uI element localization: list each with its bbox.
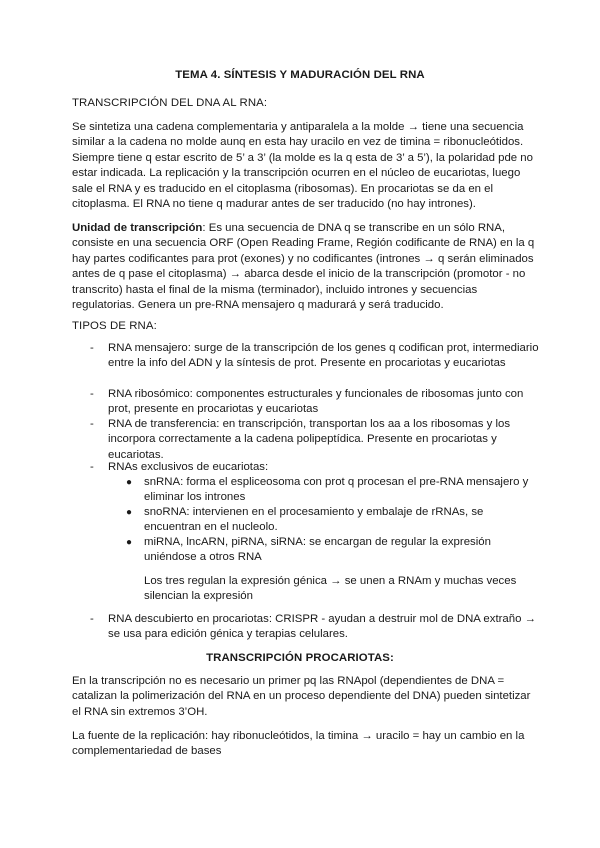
section-heading-tipos: TIPOS DE RNA: — [72, 320, 157, 332]
dash-marker: - — [90, 613, 94, 625]
paragraph-transcripcion: Se sintetiza una cadena complementaria y antiparalela a la molde → tiene una secuencia similar a la cadena no molde aunq en esta hay uracilo en vez de timina = ribonucleótidos. Siempre tiene q estar escrito de 5’ a 3’ (la molde es la q esta de 3’ a 5’), la polaridad pde no estar indicada. La replicación y la transcripción ocurren en el núcleo de eucariotas, luego sale el RNA y es traducido en el citoplasma (ribosomas). En procariotas se da en el citoplasma. El RNA no tiene q madurar antes de ser traducido (no hay intrones). — [72, 121, 533, 211]
section-heading-procariotas: TRANSCRIPCIÓN PROCARIOTAS: — [206, 652, 394, 664]
bullet-icon: ● — [126, 477, 133, 488]
dash-marker: - — [90, 342, 94, 354]
paragraph-procariotas-2: La fuente de la replicación: hay ribonucleótidos, la timina → uracilo = hay un cambio en la complementariedad de bases — [72, 730, 525, 758]
list-item-text: RNA ribosómico: componentes estructurales y funcionales de ribosomas junto con prot, presente en procariotas y eucariotas — [108, 388, 524, 416]
unidad-transcripcion-definition: : Es una secuencia de DNA q se transcribe en un sólo RNA, consiste en una secuencia ORF (Open Reading Frame, Región codificante de RNA) en la q hay partes codificantes para prot (exones) y no codificantes (intrones → q serán eliminados antes de q pase el citoplasma) → abarca desde el inicio de la transcripción (promotor - no transcrito) hasta el final de la misma (terminador), incluido intrones y secuencias regulatorias. Genera un pre-RNA mensajero q madurará y será traducido. — [72, 222, 535, 312]
page-title: TEMA 4. SÍNTESIS Y MADURACIÓN DEL RNA — [175, 69, 425, 81]
sub-item-text: snRNA: forma el espliceosoma con prot q procesan el pre-RNA mensajero y eliminar los intrones — [144, 476, 529, 504]
dash-marker: - — [90, 461, 94, 473]
bullet-icon: ● — [126, 507, 133, 518]
sub-item-text: snoRNA: intervienen en el procesamiento y embalaje de rRNAs, se encuentran en el nucleolo. — [144, 506, 484, 534]
paragraph-procariotas-1: En la transcripción no es necesario un primer pq las RNApol (dependientes de DNA = catalizan la polimerización del RNA en un proceso dependiente del DNA) pueden sintetizar el RNA sin extremos 3’OH. — [72, 675, 531, 718]
dash-marker: - — [90, 388, 94, 400]
dash-marker: - — [90, 418, 94, 430]
list-item-text: RNAs exclusivos de eucariotas: — [108, 461, 269, 473]
section-heading-transcripcion: TRANSCRIPCIÓN DEL DNA AL RNA: — [72, 97, 268, 109]
unidad-transcripcion-term: Unidad de transcripción — [72, 222, 203, 234]
note-regulacion: Los tres regulan la expresión génica → se unen a RNAm y muchas veces silencian la expresión — [144, 575, 517, 603]
sub-item-text: miRNA, lncARN, piRNA, siRNA: se encargan de regular la expresión uniéndose a otros RNA — [144, 536, 491, 564]
list-item-text: RNA mensajero: surge de la transcripción de los genes q codifican prot, intermediario entre la info del ADN y la síntesis de prot. Presente en procariotas y eucariotas — [108, 342, 539, 370]
list-item-text: RNA descubierto en procariotas: CRISPR - ayudan a destruir mol de DNA extraño → se usa para edición génica y terapias celulares. — [108, 613, 536, 641]
bullet-icon: ● — [126, 537, 133, 548]
list-item-text: RNA de transferencia: en transcripción, transportan los aa a los ribosomas y los incorpora correctamente a la cadena polipeptídica. Presente en procariotas y eucariotas. — [108, 418, 511, 461]
paragraph-unidad-transcripcion — [72, 221, 540, 313]
